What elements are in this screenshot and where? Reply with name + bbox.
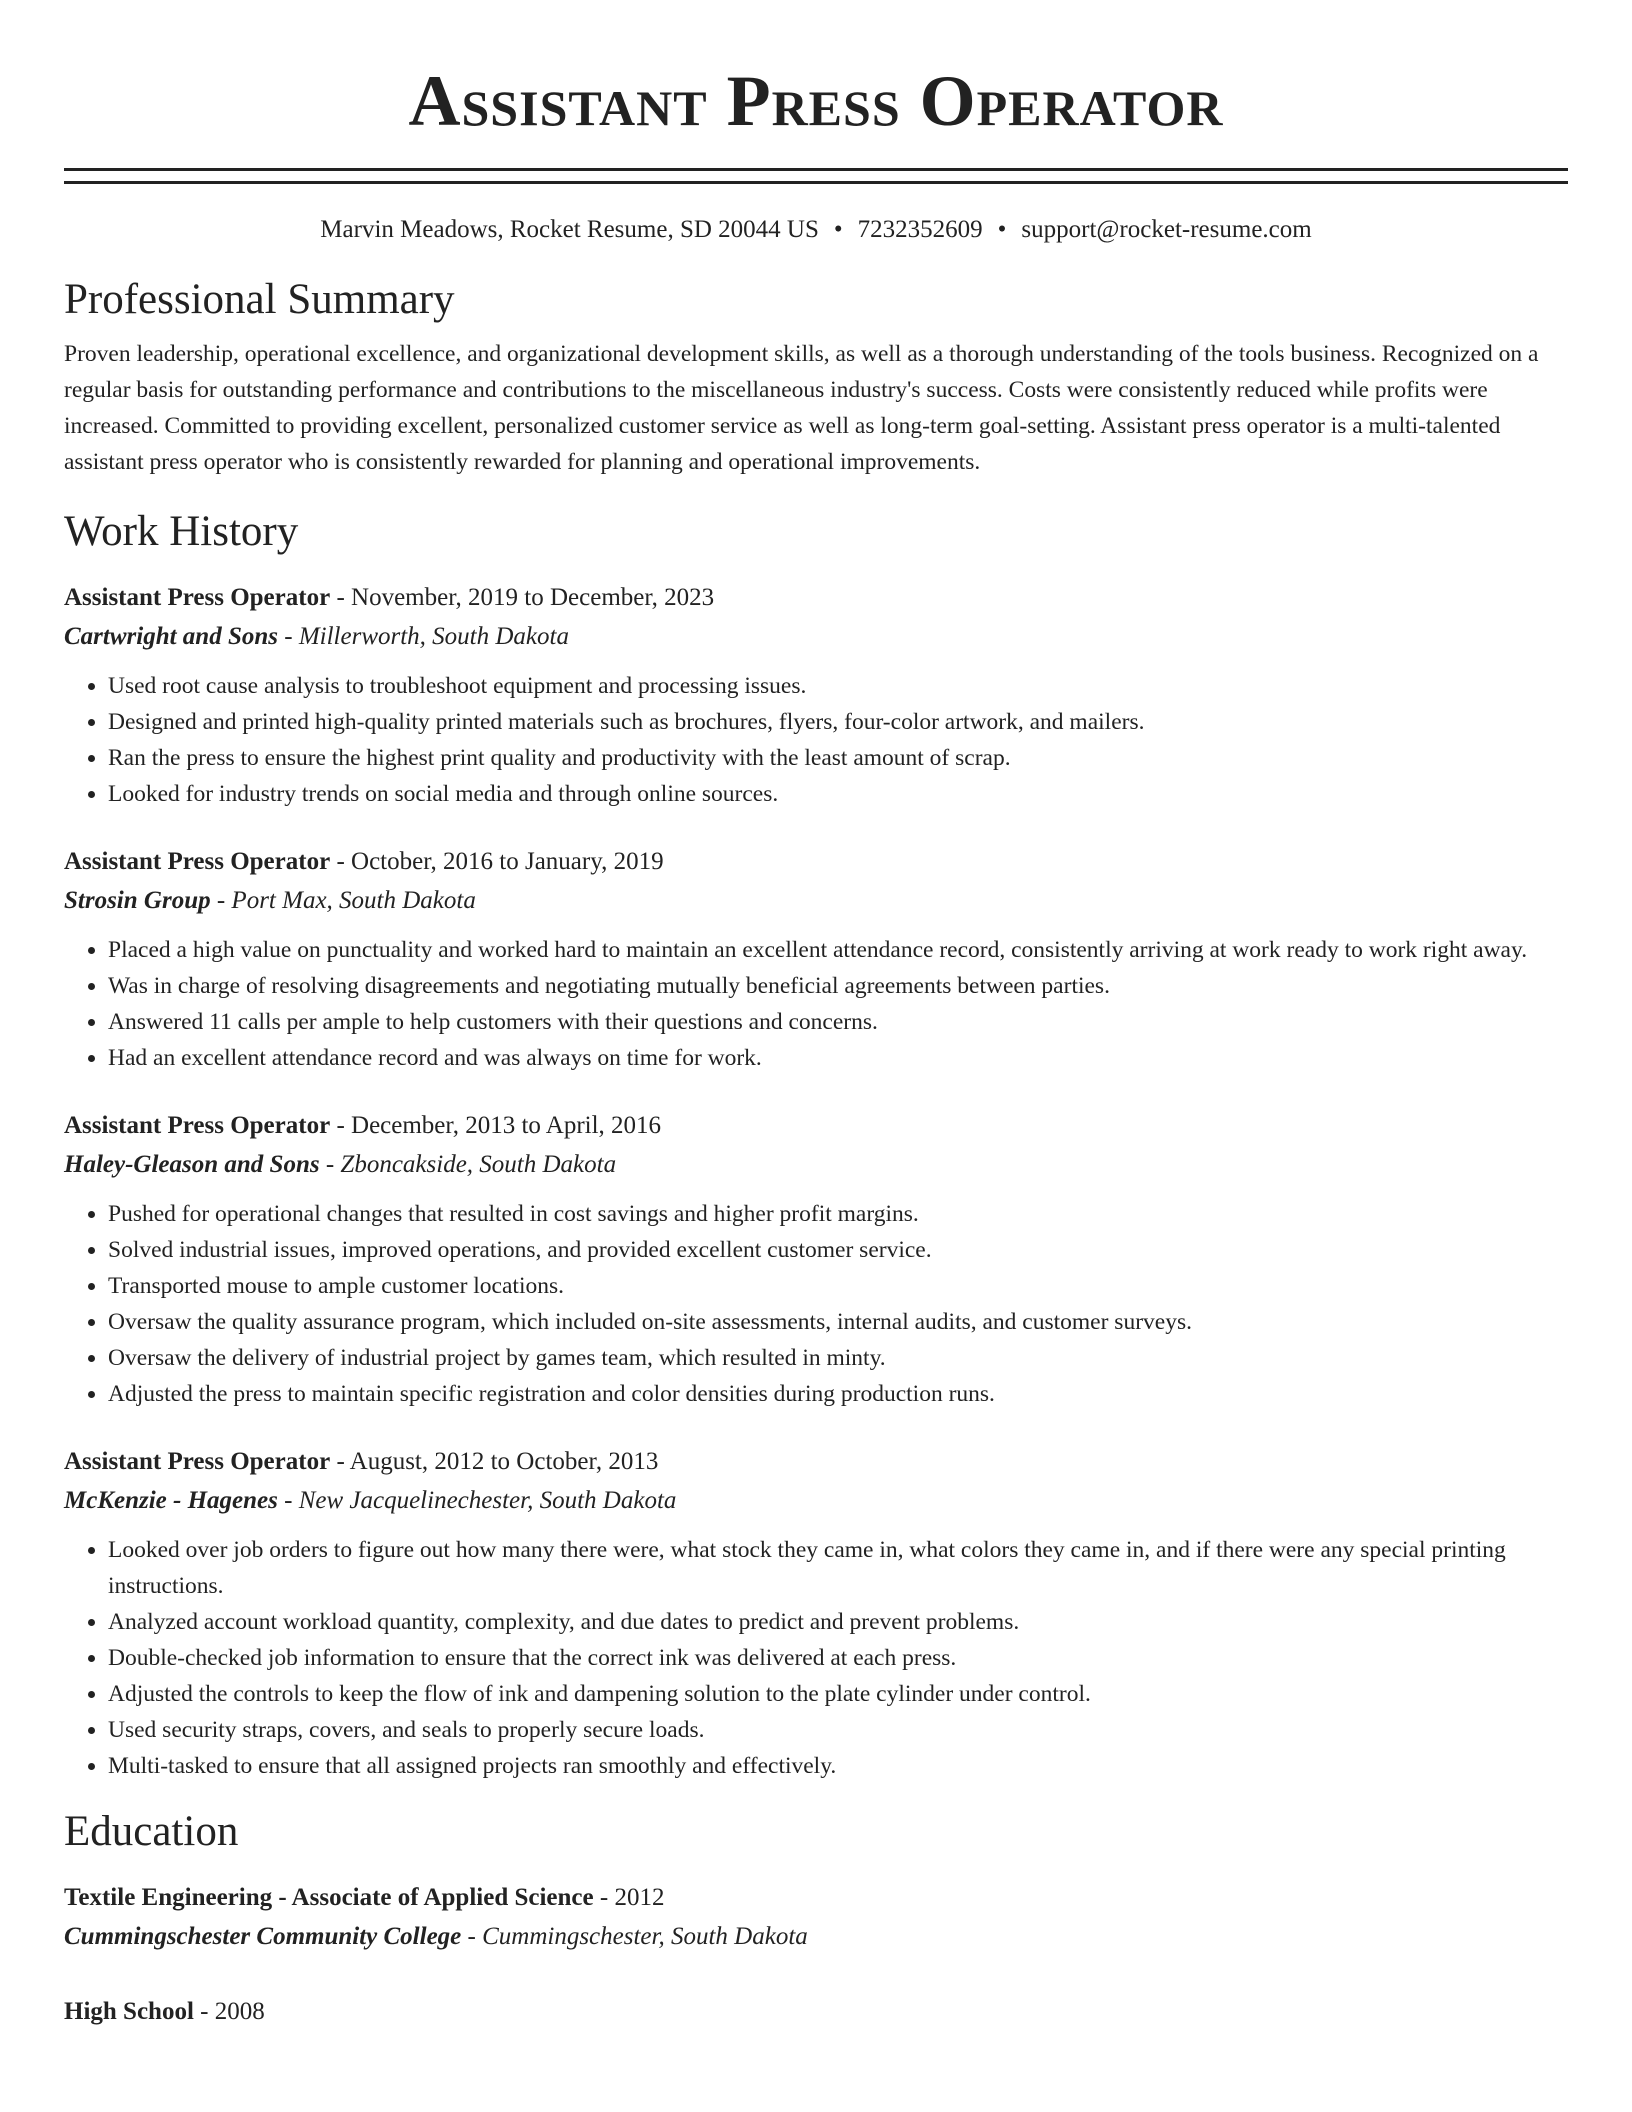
job-bullet: • Oversaw the delivery of industrial project by games team, which resulted in minty. <box>108 1340 1568 1376</box>
school-line <box>64 1917 1568 1956</box>
company-location: - New Jacquelinechester, South Dakota <box>277 1487 677 1514</box>
summary-text: Proven leadership, operational excellence, and organizational development skills, as well as a thorough understanding of the tools business. Recognized on a regular basis for outstanding performance and contributions to the miscellaneous industry's success. Costs were consistently reduced while profits were increased. Committed to providing excellent, personalized customer service as well as long-term goal-setting. Assistant press operator is a multi-talented assistant press operator who is consistently rewarded for planning and operational improvements. <box>64 341 1539 475</box>
contact-separator: • <box>997 216 1007 243</box>
job-title-line <box>64 1106 1568 1145</box>
resume-page <box>64 0 1568 2031</box>
degree-name: Textile Engineering - Associate of Applied Science <box>64 1884 594 1911</box>
job-bullets <box>64 932 1568 1076</box>
job-bullets <box>64 1532 1568 1784</box>
job-bullet: • Used root cause analysis to troubleshoot equipment and processing issues. <box>108 668 1568 704</box>
job-dates: - August, 2012 to October, 2013 <box>330 1448 659 1475</box>
contact-phone: 7232352609 <box>857 216 983 243</box>
job-title-line <box>64 842 1568 881</box>
job-title-line <box>64 1442 1568 1481</box>
education-entry <box>64 1992 1568 2031</box>
job-bullet: • Transported mouse to ample customer locations. <box>108 1268 1568 1304</box>
degree-year: - 2008 <box>193 1998 265 2025</box>
job-dates: - December, 2013 to April, 2016 <box>330 1112 662 1139</box>
job-entry <box>64 842 1568 1076</box>
job-title: Assistant Press Operator <box>64 584 331 611</box>
education-entry <box>64 1878 1568 1956</box>
job-bullet: • Designed and printed high-quality printed materials such as brochures, flyers, four-color artwork, and mailers. <box>108 704 1568 740</box>
job-bullet: • Multi-tasked to ensure that all assigned projects ran smoothly and effectively. <box>108 1748 1568 1784</box>
job-bullet: • Adjusted the press to maintain specific registration and color densities during production runs. <box>108 1376 1568 1412</box>
job-title: Assistant Press Operator <box>64 1448 331 1475</box>
company-location: - Zboncakside, South Dakota <box>319 1151 617 1178</box>
job-bullet: • Looked for industry trends on social media and through online sources. <box>108 776 1568 812</box>
job-bullet: • Used security straps, covers, and seals to properly secure loads. <box>108 1712 1568 1748</box>
job-bullet: • Ran the press to ensure the highest print quality and productivity with the least amount of scrap. <box>108 740 1568 776</box>
job-bullet: • Adjusted the controls to keep the flow of ink and dampening solution to the plate cylinder under control. <box>108 1676 1568 1712</box>
summary-heading: Professional Summary <box>64 276 455 323</box>
company-name: McKenzie - Hagenes <box>64 1487 278 1514</box>
degree-name: High School <box>64 1998 194 2025</box>
job-bullet: • Was in charge of resolving disagreements and negotiating mutually beneficial agreements between parties. <box>108 968 1568 1004</box>
contact-address: Marvin Meadows, Rocket Resume, SD 20044 US <box>320 216 819 243</box>
job-bullet: • Double-checked job information to ensure that the correct ink was delivered at each press. <box>108 1640 1568 1676</box>
contact-line <box>64 214 1568 246</box>
job-company-line <box>64 1481 1568 1520</box>
job-title-line <box>64 578 1568 617</box>
job-entry <box>64 1106 1568 1412</box>
job-title: Assistant Press Operator <box>64 848 331 875</box>
job-entry <box>64 578 1568 812</box>
job-bullets <box>64 668 1568 812</box>
company-location: - Port Max, South Dakota <box>210 887 476 914</box>
degree-line <box>64 1992 1568 2031</box>
job-bullet: • Looked over job orders to figure out how many there were, what stock they came in, what colors they came in, and if there were any special printing instructions. <box>108 1532 1568 1604</box>
school-name: Cummingschester Community College <box>64 1923 462 1950</box>
company-name: Haley-Gleason and Sons <box>64 1151 320 1178</box>
contact-email: support@rocket-resume.com <box>1021 216 1312 243</box>
job-company-line <box>64 881 1568 920</box>
job-bullet: • Oversaw the quality assurance program, which included on-site assessments, internal audits, and customer surveys. <box>108 1304 1568 1340</box>
resume-title: Assistant Press Operator <box>408 61 1224 141</box>
job-bullet: • Pushed for operational changes that resulted in cost savings and higher profit margins. <box>108 1196 1568 1232</box>
company-location: - Millerworth, South Dakota <box>278 623 569 650</box>
job-bullet: • Answered 11 calls per ample to help customers with their questions and concerns. <box>108 1004 1568 1040</box>
contact-separator: • <box>833 216 843 243</box>
job-dates: - October, 2016 to January, 2019 <box>330 848 664 875</box>
job-bullet: • Analyzed account workload quantity, complexity, and due dates to predict and prevent problems. <box>108 1604 1568 1640</box>
education-heading: Education <box>64 1808 239 1855</box>
job-entry <box>64 1442 1568 1784</box>
job-company-line <box>64 1145 1568 1184</box>
job-bullet: • Had an excellent attendance record and was always on time for work. <box>108 1040 1568 1076</box>
job-title: Assistant Press Operator <box>64 1112 331 1139</box>
job-bullets <box>64 1196 1568 1412</box>
company-name: Cartwright and Sons <box>64 623 278 650</box>
degree-line <box>64 1878 1568 1917</box>
degree-year: - 2012 <box>593 1884 665 1911</box>
job-company-line <box>64 617 1568 656</box>
job-bullet: • Placed a high value on punctuality and worked hard to maintain an excellent attendance record, consistently arriving at work ready to work right away. <box>108 932 1568 968</box>
title-double-rule <box>64 168 1568 184</box>
school-location: - Cummingschester, South Dakota <box>461 1923 808 1950</box>
company-name: Strosin Group <box>64 887 211 914</box>
job-dates: - November, 2019 to December, 2023 <box>330 584 715 611</box>
work-history-heading: Work History <box>64 508 299 555</box>
job-bullet: • Solved industrial issues, improved operations, and provided excellent customer service. <box>108 1232 1568 1268</box>
